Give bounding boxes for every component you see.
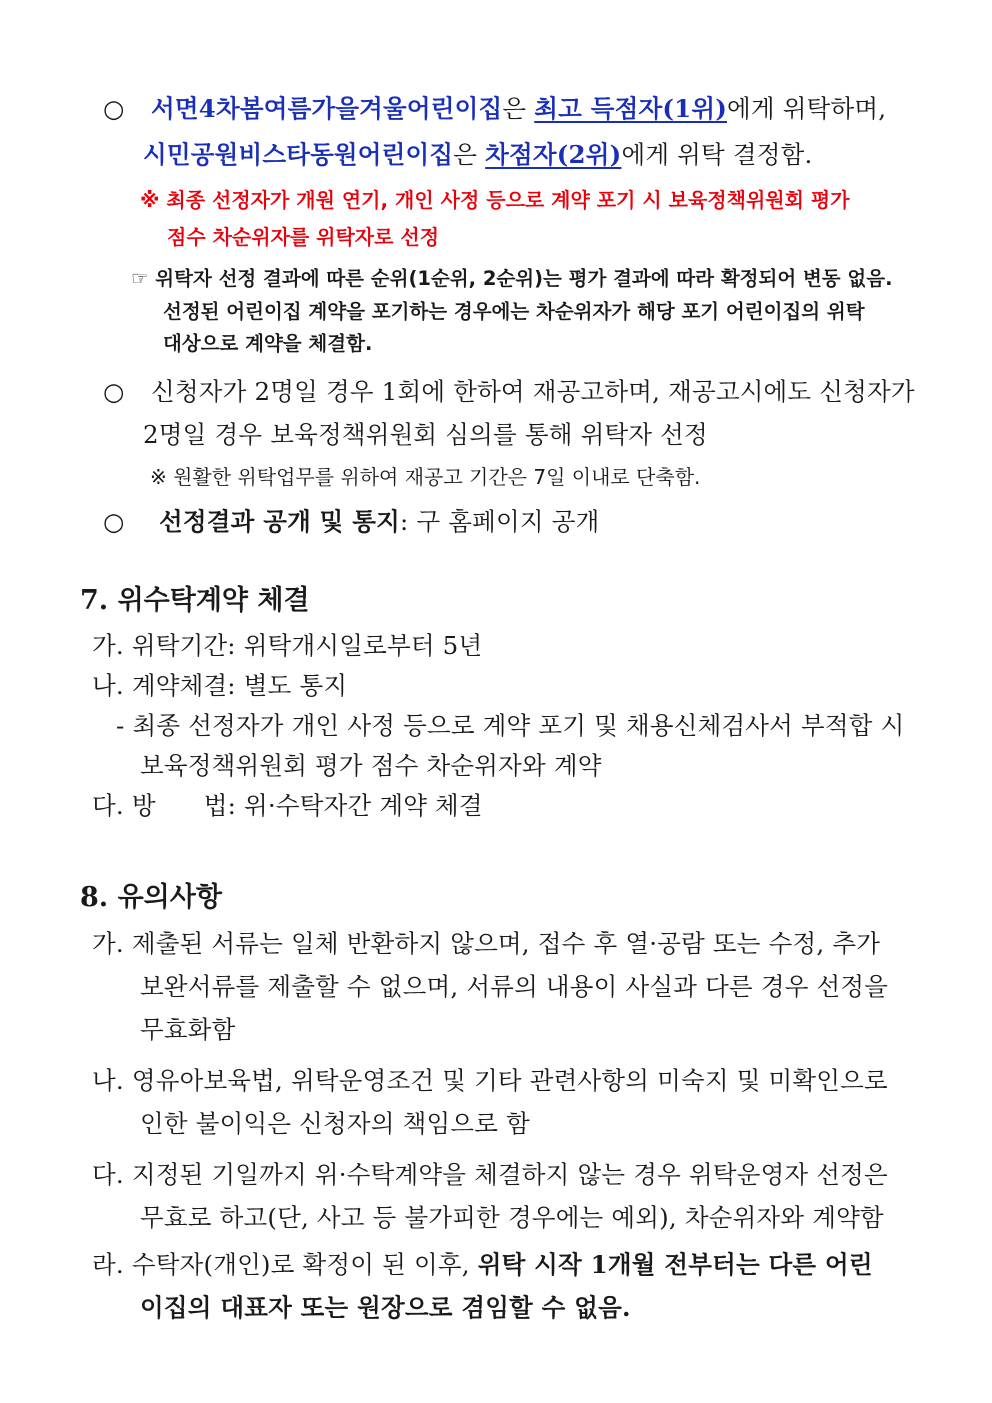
red-note-line2: 점수 차순위자를 위탁자로 선정 (167, 225, 440, 249)
reannouncement-note: ※ 원활한 위탁업무를 위하여 재공고 기간은 7일 이내로 단축함. (150, 465, 701, 489)
contract-signing: 나. 계약체결: 별도 통지 (92, 671, 348, 700)
result-notice-item (103, 503, 600, 538)
contract-period: 가. 위탁기간: 위탁개시일로부터 5년 (92, 631, 483, 660)
daycare-name-2: 시민공원비스타동원어린이집 (143, 140, 454, 169)
text-fragment: 은 (502, 94, 535, 123)
contract-dash-line2: 보육정책위원회 평가 점수 차순위자와 계약 (140, 751, 602, 780)
notice-a-line3: 무효화함 (140, 1015, 236, 1044)
circle-bullet: ○ (103, 377, 125, 406)
finger-note-line1: ☞ 위탁자 선정 결과에 따른 순위(1순위, 2순위)는 평가 결과에 따라 확정되어 변동 없음. (131, 267, 893, 290)
finger-note-line2: 선정된 어린이집 계약을 포기하는 경우에는 차순위자가 해당 포기 어린이집의 위탁 (163, 300, 865, 323)
notice-a-line2: 보완서류를 제출할 수 없으며, 서류의 내용이 사실과 다른 경우 선정을 (140, 972, 889, 1001)
rank-second-label: 차점자(2위) (485, 140, 622, 169)
notice-c-line2: 무효로 하고(단, 사고 등 불가피한 경우에는 예외), 차순위자와 계약함 (140, 1203, 884, 1232)
daycare-name-1: 서면4차봄여름가을겨울어린이집 (151, 94, 503, 123)
rank-first-label: 최고 득점자(1위) (534, 94, 728, 123)
text-fragment: 에게 위탁 결정함. (621, 140, 813, 169)
red-note-line1: ※ 최종 선정자가 개원 연기, 개인 사정 등으로 계약 포기 시 보육정책위원회 평가 (140, 188, 850, 212)
circle-bullet: ○ (103, 94, 125, 123)
method-text: 법: 위·수탁자간 계약 체결 (203, 791, 483, 820)
reannouncement-line2: 2명일 경우 보육정책위원회 심의를 통해 위탁자 선정 (143, 420, 708, 449)
notice-d-prefix: 라. 수탁자(개인)로 확정이 된 이후, (92, 1250, 478, 1279)
selection-item-second (143, 136, 813, 171)
notice-d-line1 (92, 1246, 873, 1281)
text-fragment: 은 (453, 140, 486, 169)
text-fragment: 에게 위탁하며, (727, 94, 887, 123)
notice-a-line1: 가. 제출된 서류는 일체 반환하지 않으며, 접수 후 열·공람 또는 수정, 추가 (92, 929, 881, 958)
notice-b-line2: 인한 불이익은 신청자의 책임으로 함 (140, 1109, 530, 1138)
result-notice-label: 선정결과 공개 및 통지 (159, 507, 400, 536)
contract-method (92, 787, 483, 822)
result-notice-text: : 구 홈페이지 공개 (400, 507, 600, 536)
contract-dash-line1: - 최종 선정자가 개인 사정 등으로 계약 포기 및 채용신체검사서 부적합 시 (116, 711, 905, 740)
section8-heading: 8. 유의사항 (80, 882, 222, 913)
circle-bullet: ○ (103, 507, 125, 536)
notice-c-line1: 다. 지정된 기일까지 위·수탁계약을 체결하지 않는 경우 위탁운영자 선정은 (92, 1160, 888, 1189)
reannouncement-line1: 신청자가 2명일 경우 1회에 한하여 재공고하며, 재공고시에도 신청자가 (151, 377, 915, 406)
finger-note-line3: 대상으로 계약을 체결함. (163, 332, 373, 355)
notice-d-emphasis: 위탁 시작 1개월 전부터는 다른 어린 (477, 1250, 873, 1279)
reannouncement-item (103, 373, 915, 408)
selection-item-first (103, 90, 886, 125)
method-label: 다. 방 (92, 791, 156, 820)
notice-b-line1: 나. 영유아보육법, 위탁운영조건 및 기타 관련사항의 미숙지 및 미확인으로 (92, 1066, 888, 1095)
section7-heading: 7. 위수탁계약 체결 (80, 585, 310, 616)
notice-d-line2: 이집의 대표자 또는 원장으로 겸임할 수 없음. (140, 1293, 631, 1322)
